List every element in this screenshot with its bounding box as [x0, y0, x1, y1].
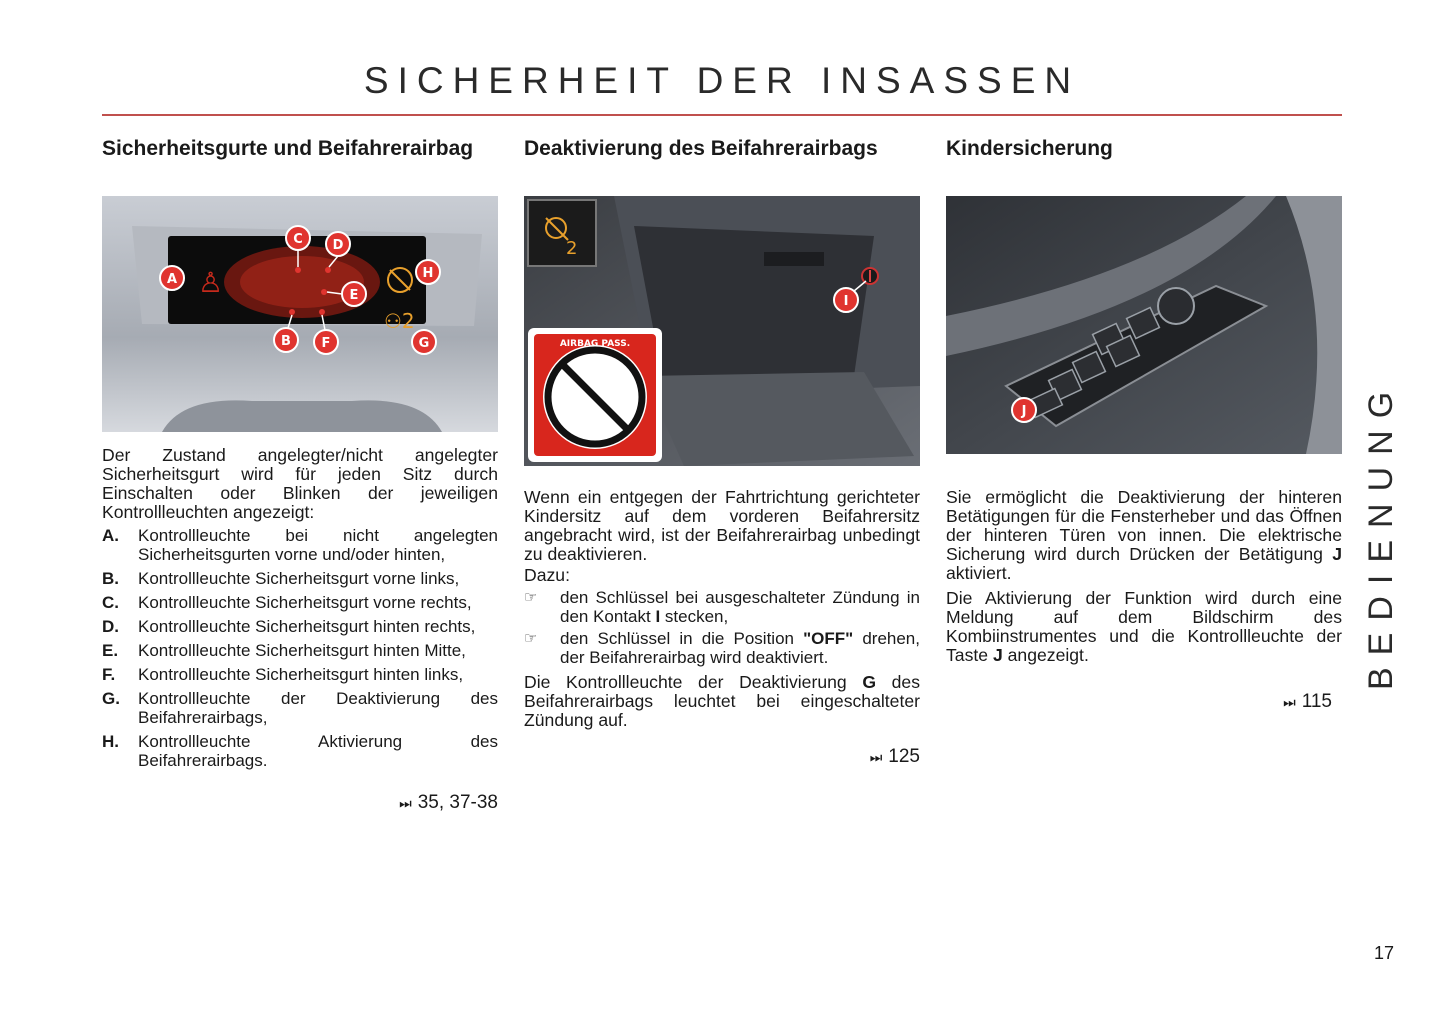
svg-text:⚇2: ⚇2 [384, 309, 415, 333]
list-item: A. Kontrollleuchte bei nicht angelegten Sicherheitsgurten vorne und/oder hinten, [102, 526, 498, 564]
page-reference[interactable]: ⏭ 115 [1283, 691, 1332, 712]
door-controls-photo [946, 196, 1342, 454]
page-number: 17 [1374, 943, 1395, 963]
list-item: ☞ den Schlüssel bei ausgeschalteter Zündung in den Kontakt I stecken, [524, 588, 920, 626]
airbag-intro: Wenn ein entgegen der Fahrtrichtung gerichteter Kindersitz auf dem vorderen Beifahrersitz angebracht wird, ist der Beifahrerairbag unbedingt zu deaktivieren. [524, 487, 920, 564]
label-g: G [418, 336, 430, 351]
list-item: C. Kontrollleuchte Sicherheitsgurt vorne rechts, [102, 593, 472, 612]
skip-forward-icon: ⏭ [399, 795, 412, 811]
seatbelt-indicator-photo [102, 196, 498, 432]
svg-text:2: 2 [566, 238, 578, 259]
label-e: E [349, 288, 359, 303]
glovebox-photo [524, 196, 920, 466]
svg-text:♙: ♙ [198, 266, 224, 299]
list-item: H. Kontrollleuchte Aktivierung des Beifahrerairbags. [102, 732, 498, 770]
page-title: SICHERHEIT DER INSASSEN [363, 60, 1081, 101]
page-reference[interactable]: ⏭ 125 [869, 746, 920, 767]
child-lock-text-1: Sie ermöglicht die Deaktivierung der hinteren Betätigungen für die Fensterheber und das Öffnen der hinteren Türen von innen. Die elektrische Sicherung wird durch Drücken der Betätigung J aktiviert. [946, 487, 1342, 583]
skip-forward-icon: ⏭ [1283, 694, 1296, 710]
label-i: I [843, 294, 849, 309]
section-heading: Kindersicherung [946, 137, 1113, 160]
dazu-label: Dazu: [524, 565, 570, 585]
section-seatbelts [102, 138, 498, 814]
pointing-hand-icon: ☞ [524, 630, 538, 647]
sticker-text: AIRBAG PASS. [559, 339, 631, 349]
list-item: E. Kontrollleuchte Sicherheitsgurt hinten Mitte, [102, 641, 466, 660]
glovebox-illustration [524, 196, 920, 466]
child-lock-text-2: Die Aktivierung der Funktion wird durch eine Meldung auf dem Bildschirm des Kombiinstrumentes und die Kontrollleuchte der Taste J angezeigt. [946, 588, 1342, 665]
skip-forward-icon: ⏭ [869, 749, 883, 765]
door-controls-illustration [946, 196, 1342, 454]
label-f: F [321, 336, 331, 351]
pointing-hand-icon: ☞ [524, 589, 538, 606]
label-j: J [1021, 404, 1027, 419]
list-item: G. Kontrollleuchte der Deaktivierung des Beifahrerairbags, [102, 689, 498, 727]
seatbelt-intro: Der Zustand angelegter/nicht angelegter Sicherheitsgurt wird für jeden Sitz durch Einschalten oder Blinken der jeweiligen Kontrollleuchten angezeigt: [102, 445, 498, 522]
list-item: ☞ den Schlüssel in die Position "OFF" drehen, der Beifahrerairbag wird deaktiviert. [524, 629, 920, 667]
indicator-list [102, 526, 498, 770]
label-d: D [332, 238, 344, 253]
list-item: D. Kontrollleuchte Sicherheitsgurt hinten rechts, [102, 617, 476, 636]
section-heading: Deaktivierung des Beifahrerairbags [524, 137, 878, 160]
chapter-side-label: BEDIENUNG [1362, 379, 1400, 690]
list-item: F. Kontrollleuchte Sicherheitsgurt hinten links, [102, 665, 464, 684]
airbag-outro: Die Kontrollleuchte der Deaktivierung G des Beifahrerairbags leuchtet bei eingeschalteter Zündung auf. [524, 672, 920, 730]
title-rule [102, 114, 1342, 116]
seatbelt-indicator-illustration [102, 196, 498, 432]
list-item: B. Kontrollleuchte Sicherheitsgurt vorne links, [102, 569, 460, 588]
label-h: H [422, 266, 434, 281]
section-child-lock [946, 138, 1342, 713]
section-heading: Sicherheitsgurte und Beifahrerairbag [102, 137, 474, 160]
label-c: C [293, 232, 303, 247]
label-b: B [281, 334, 291, 349]
section-airbag-deactivation [524, 138, 920, 768]
label-a: A [166, 272, 178, 287]
page-reference[interactable]: ⏭ 35, 37-38 [399, 792, 498, 813]
